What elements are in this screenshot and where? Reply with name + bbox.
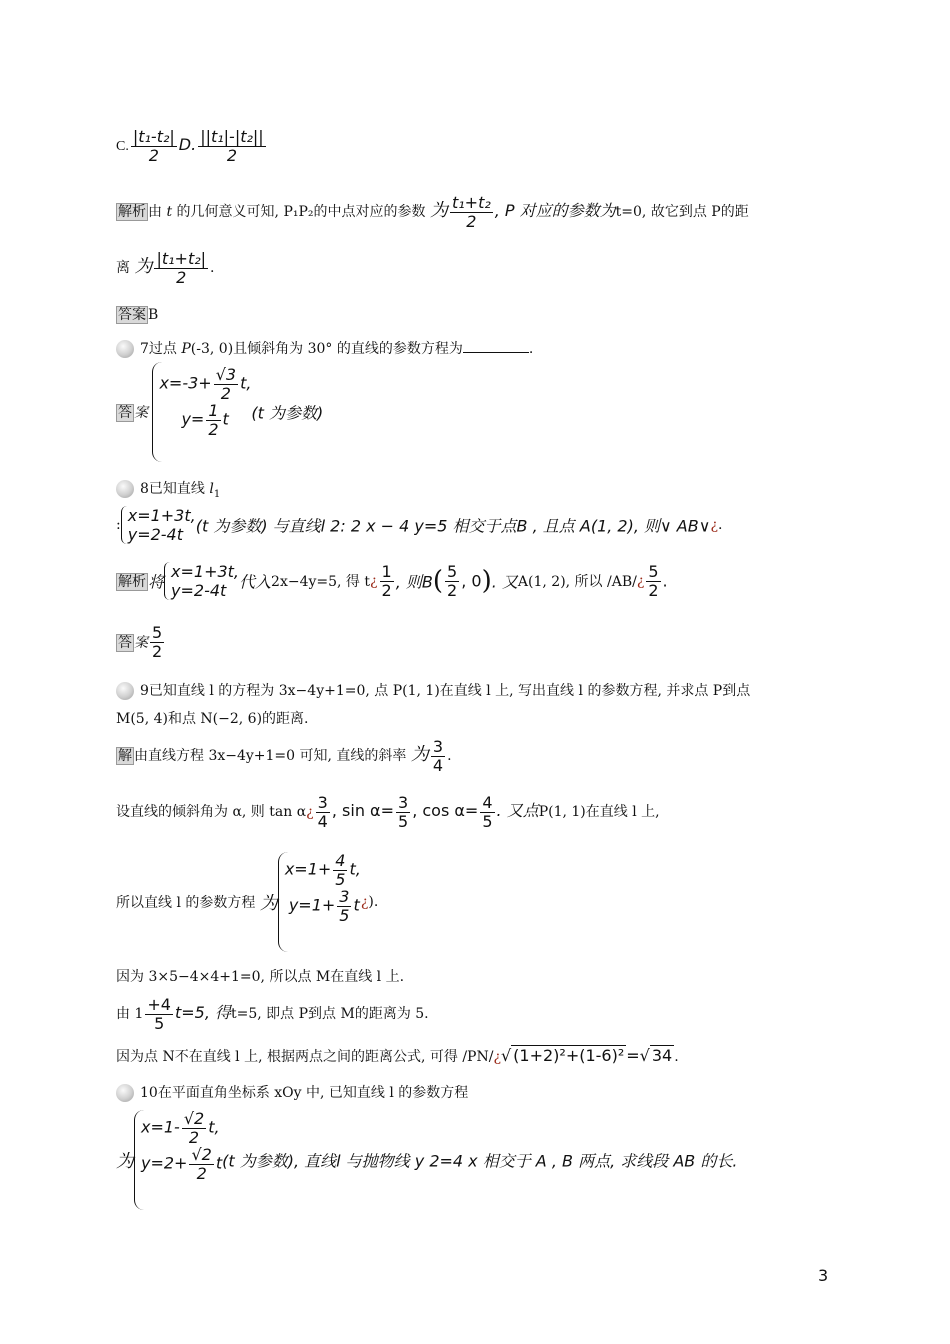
answer-tag: 答案: [118, 307, 146, 323]
options-cd: [116, 128, 268, 164]
solution-6-line1: 解析 由 t 的几何意义可知, P₁P₂的中点对应的参数 为 $\frac{\text{t₁+t₂}}{2}$ , P 对应的参数为t=0, 故它到点 P的距: [118, 193, 749, 231]
parametric-system: x=1+3t, y=2-4t: [121, 506, 196, 544]
solution-8: 解析 将 x=1+3t, y=2-4t 代入2x−4y=5, 得 t¿ $\frac{1}{2}$ , 则B( $\frac{5}{2}$ , 0). 又A(1, 2), 所以 /AB/¿ $\frac{5}{2}$ .: [118, 561, 668, 600]
answer-tag: 答: [118, 635, 132, 652]
question-bullet-icon: [116, 1084, 134, 1102]
option-d-label: D.: [178, 135, 197, 155]
parametric-system: x=-3+ $\frac{√3}{2}$ t, y= $\frac{1}{2}$ t: [152, 362, 251, 462]
solution-tag: 解: [118, 748, 132, 765]
sqrt-expression: (1+2)²+(1-6)²: [513, 1046, 625, 1065]
question-bullet-icon: [116, 340, 134, 358]
solution-9-line4: 因为 3×5−4×4+1=0, 所以点 M在直线 l 上.: [116, 969, 405, 985]
parametric-system: x=1+ $\frac{4}{5}$ t, y=1+ $\frac{3}{5}$ t: [278, 852, 361, 952]
question-9-line2: M(5, 4)和点 N(−2, 6)的距离.: [116, 711, 309, 727]
answer-tag: 答: [118, 405, 132, 421]
option-d-fraction: $\frac{\text{||t₁|-|t₂||}}{2}$: [200, 127, 264, 165]
parametric-system: x=1+3t, y=2-4t: [164, 562, 239, 600]
question-10: 10在平面直角坐标系 xOy 中, 已知直线 l 的参数方程: [116, 1082, 468, 1102]
page-number: 3: [818, 1266, 829, 1285]
question-7: 7过点 P(-3, 0)且倾斜角为 30° 的直线的参数方程为 .: [116, 338, 533, 358]
question-10-system: 为 x=1- $\frac{√2}{2}$ t, y=2+ $\frac{√2}{2}$ t (t 为参数), 直线l 与抛物线 y 2=4 x 相交于 A , B 两点, 求线段 AB 的长.: [116, 1110, 737, 1210]
question-9: 9已知直线 l 的方程为 3x−4y+1=0, 点 P(1, 1)在直线 l 上, 写出直线 l 的参数方程, 并求点 P到点: [116, 680, 750, 700]
question-8: 8已知直线 $l_1$: [116, 478, 220, 500]
solution-9-line6: 因为点 N不在直线 l 上, 根据两点之间的距离公式, 可得 /PN/¿√ (1+2)²+(1-6)² =√ 34 .: [116, 1046, 679, 1065]
answer-value: B: [148, 307, 159, 323]
solution-6-line2: 离 为 $\frac{\text{|t₁+t₂|}}{2}$ .: [116, 249, 215, 287]
question-8-system: : x=1+3t, y=2-4t (t 为参数) 与直线l 2: 2 x − 4 y=5 相交于点B , 且点 A(1, 2), 则∨ AB∨¿.: [116, 506, 723, 544]
solution-9-line5: 由 1 $\frac{+4}{5}$ t=5, 得t=5, 即点 P到点 M的距离为 5.: [116, 995, 429, 1033]
question-bullet-icon: [116, 480, 134, 498]
answer-6: [116, 304, 158, 324]
solution-9-line3: 所以直线 l 的参数方程 为 x=1+ $\frac{4}{5}$ t, y=1+ $\frac{3}{5}$ t ¿).: [116, 852, 378, 952]
answer-8: 答 案 $\frac{5}{2}$: [118, 623, 163, 661]
distance-fraction: $\frac{\text{|t₁+t₂|}}{2}$: [156, 249, 207, 287]
answer-blank: [463, 338, 529, 353]
midpoint-param-fraction: $\frac{\text{t₁+t₂}}{2}$: [451, 193, 491, 231]
option-c-label: C.: [116, 139, 129, 155]
answer-7: 答 案 x=-3+ $\frac{√3}{2}$ t, y= $\frac{1}{2}$ t (t 为参数): [116, 362, 323, 462]
question-bullet-icon: [116, 682, 134, 700]
solution-tag: 解析: [118, 574, 146, 590]
solution-9-line2: 设直线的倾斜角为 α, 则 tan α¿ $\frac{3}{4}$ , sin α= $\frac{3}{5}$ , cos α= $\frac{4}{5}$ . 又点P(1, 1)在直线 l 上,: [116, 793, 660, 831]
parametric-system: x=1- $\frac{√2}{2}$ t, y=2+ $\frac{√2}{2}$ t: [134, 1110, 222, 1210]
option-c-fraction: $\frac{\text{|t₁-t₂|}}{2}$: [132, 127, 175, 165]
solution-9-line1: 解 由直线方程 3x−4y+1=0 可知, 直线的斜率 为 $\frac{3}{4}$ .: [118, 737, 452, 775]
solution-tag: 解析: [118, 204, 146, 221]
